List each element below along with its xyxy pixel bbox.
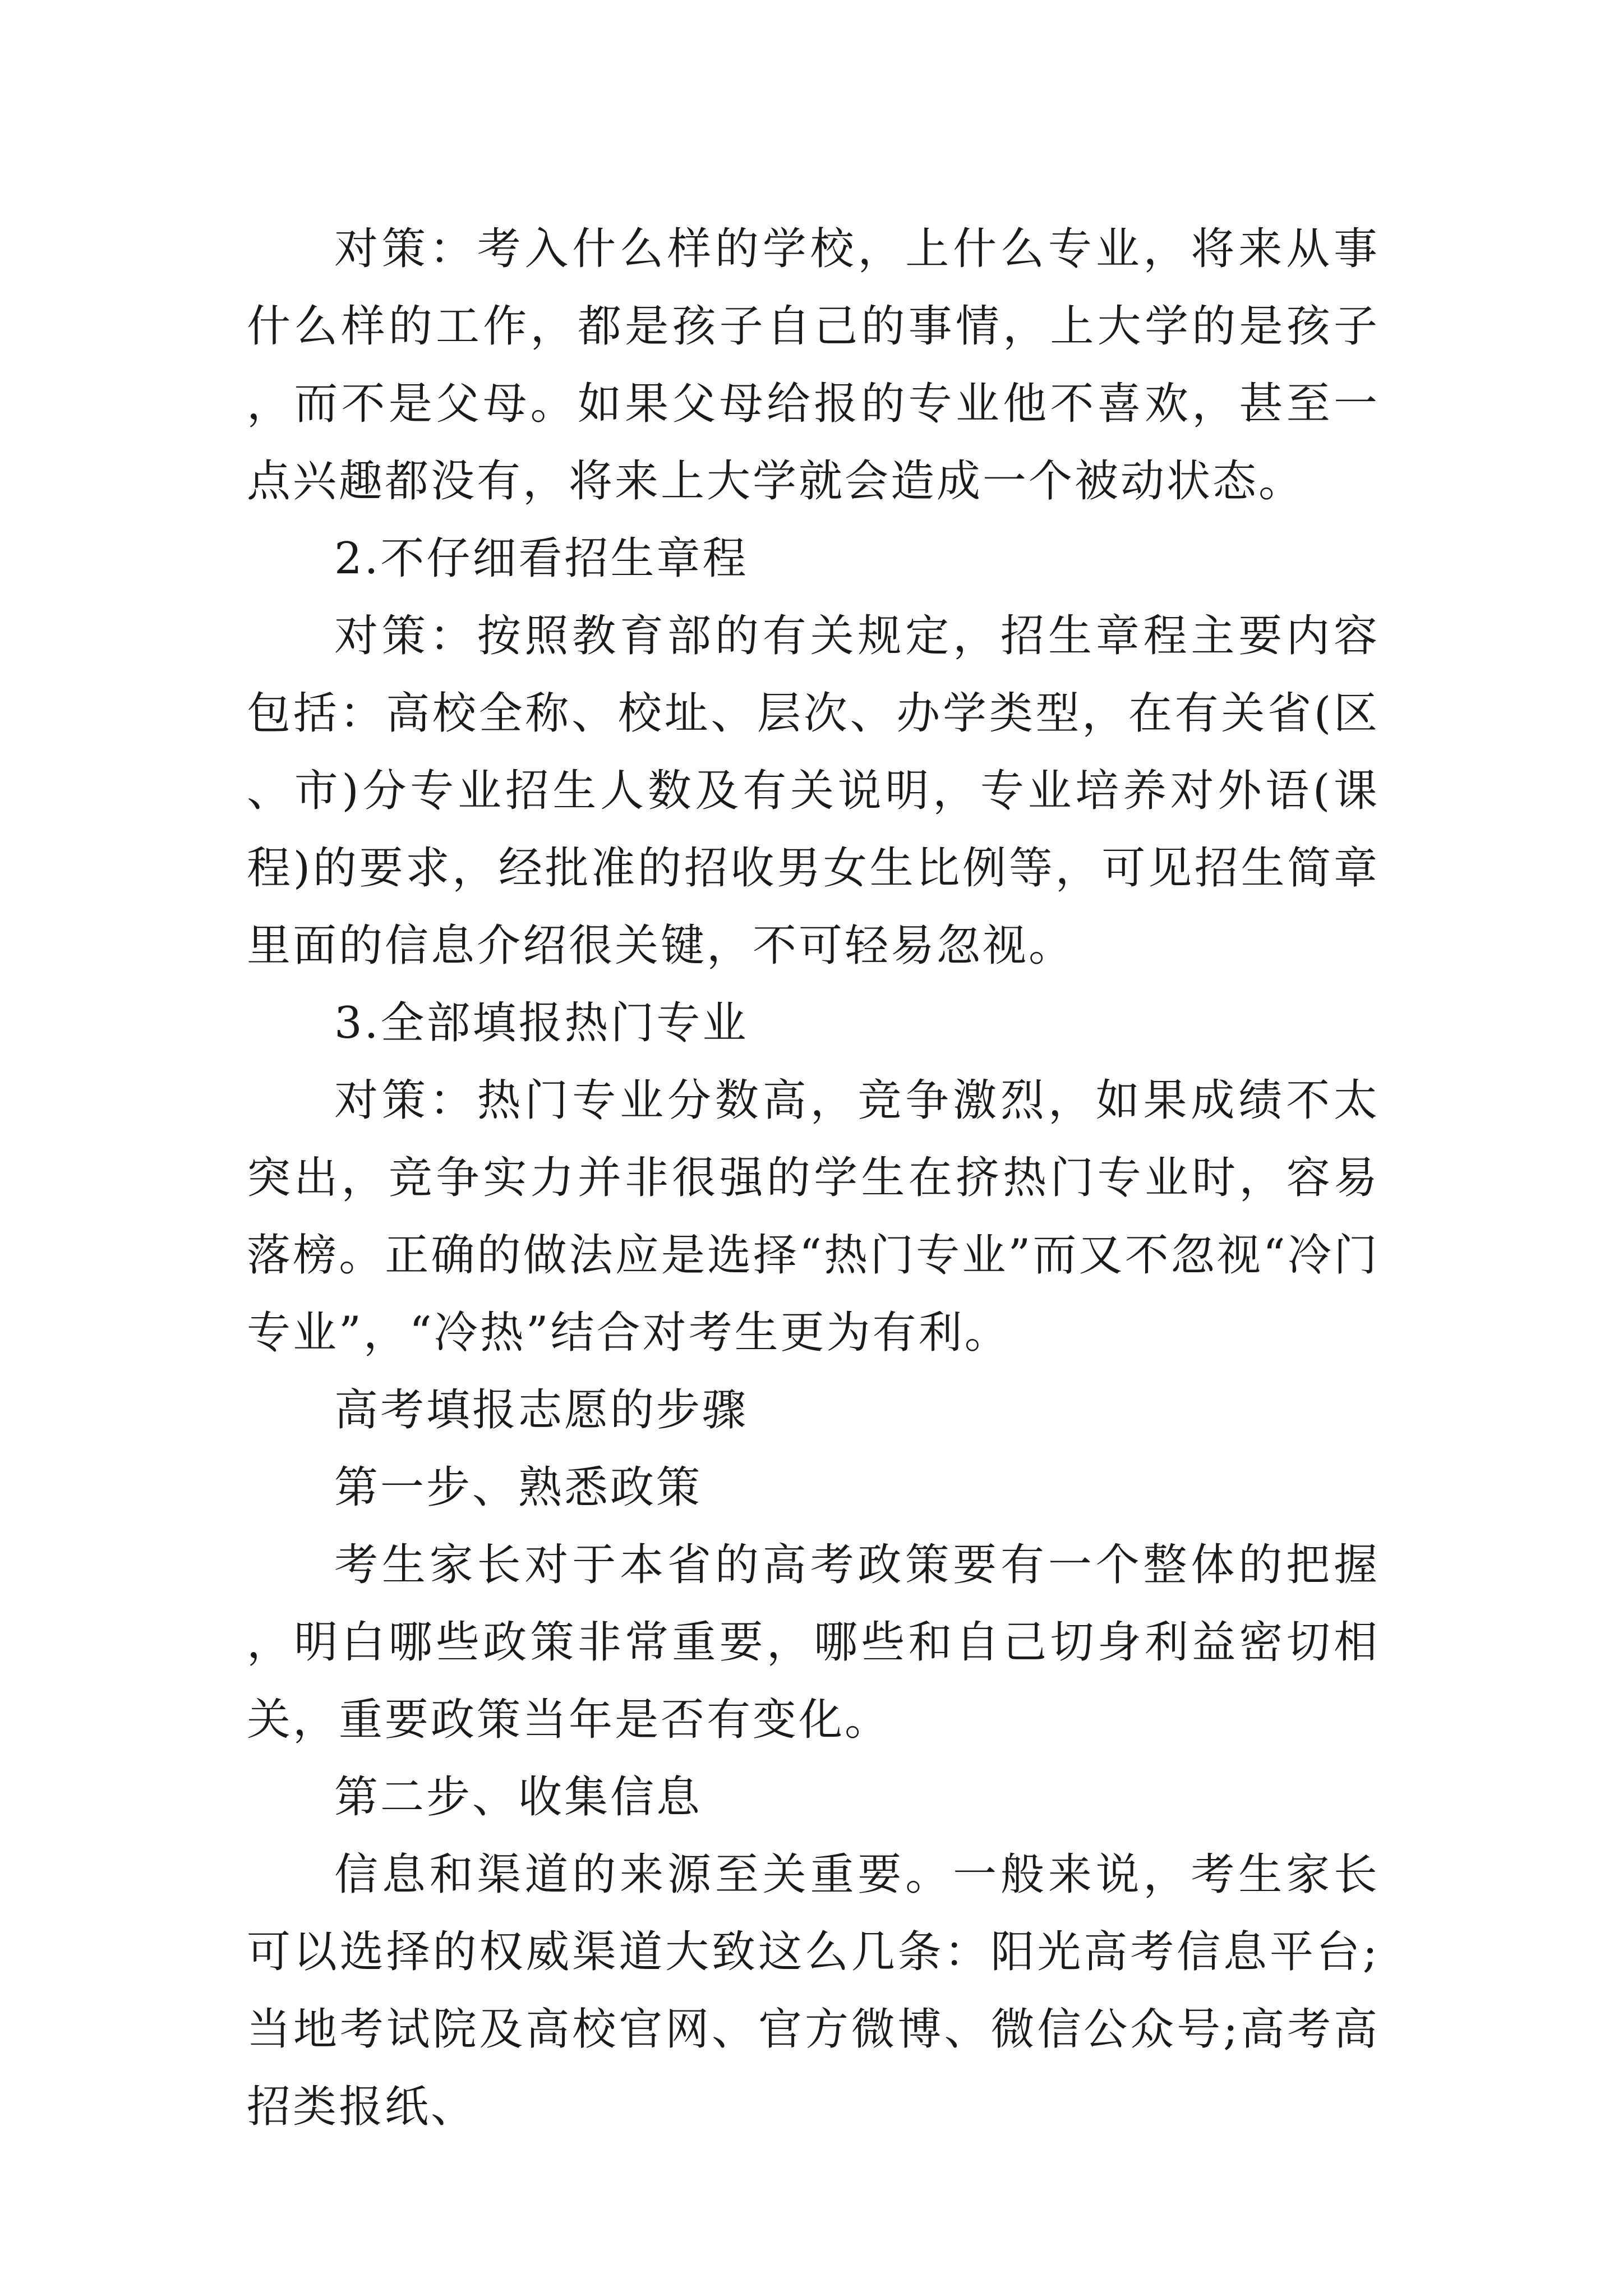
paragraph-step-2: 信息和渠道的来源至关重要。一般来说，考生家长可以选择的权威渠道大致这么几条：阳光高考信息平台;当地考试院及高校官网、官方微博、微信公众号;高考高招类报纸、	[247, 1849, 1380, 2132]
heading-step-2: 第二步、收集信息	[334, 1772, 703, 1823]
paragraph-countermeasure-2: 对策：按照教育部的有关规定，招生章程主要内容包括：高校全称、校址、层次、办学类型，在有关省(区、市)分专业招生人数及有关说明，专业培养对外语(课程)的要求，经批准的招收男女生比例等，可见招生简章里面的信息介绍很关键，不可轻易忽视。	[247, 611, 1380, 971]
paragraph-countermeasure-1: 对策：考入什么样的学校，上什么专业，将来从事什么样的工作，都是孩子自己的事情，上大学的是孩子，而不是父母。如果父母给报的专业他不喜欢，甚至一点兴趣都没有，将来上大学就会造成一个被动状态。	[247, 224, 1380, 507]
document-body	[247, 210, 1380, 2146]
heading-item-2: 2.不仔细看招生章程	[334, 533, 749, 584]
section-heading-steps: 高考填报志愿的步骤	[334, 1385, 749, 1435]
paragraph-countermeasure-3: 对策：热门专业分数高，竞争激烈，如果成绩不太突出，竞争实力并非很强的学生在挤热门专业时，容易落榜。正确的做法应是选择“热门专业”而又不忽视“冷门专业”，“冷热”结合对考生更为有利。	[247, 1075, 1380, 1358]
paragraph-step-1: 考生家长对于本省的高考政策要有一个整体的把握，明白哪些政策非常重要，哪些和自己切身利益密切相关，重要政策当年是否有变化。	[247, 1540, 1380, 1745]
heading-step-1: 第一步、熟悉政策	[334, 1462, 703, 1513]
heading-item-3: 3.全部填报热门专业	[334, 998, 749, 1048]
